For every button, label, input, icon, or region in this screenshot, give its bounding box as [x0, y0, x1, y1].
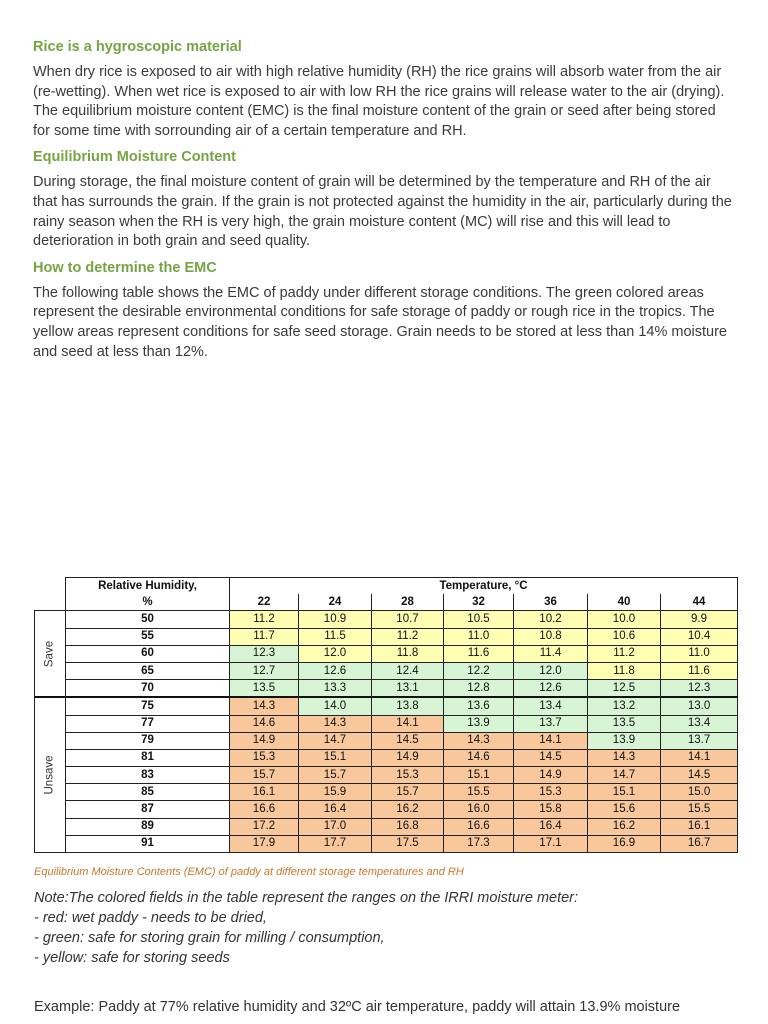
temperature-header: Temperature, °C: [230, 578, 738, 595]
emc-cell: 12.0: [514, 662, 588, 679]
emc-cell: 10.8: [514, 628, 588, 645]
emc-row: [35, 611, 738, 628]
emc-cell: 11.0: [661, 645, 738, 662]
emc-cell: 15.1: [299, 749, 372, 766]
emc-table-body: [35, 611, 738, 853]
emc-cell: 16.4: [299, 801, 372, 818]
emc-cell: 14.6: [230, 715, 299, 732]
emc-cell: 17.7: [299, 835, 372, 852]
emc-cell: 14.5: [514, 749, 588, 766]
emc-cell: 15.0: [661, 784, 738, 801]
emc-row: [35, 749, 738, 766]
rh-value: 91: [66, 835, 230, 852]
emc-cell: 15.7: [299, 767, 372, 784]
emc-cell: 16.8: [372, 818, 444, 835]
article-body: [33, 38, 733, 369]
temp-40: 40: [588, 594, 661, 611]
emc-row: [35, 784, 738, 801]
temp-36: 36: [514, 594, 588, 611]
emc-cell: 14.9: [514, 767, 588, 784]
temp-28: 28: [372, 594, 444, 611]
emc-cell: 13.9: [444, 715, 514, 732]
temp-32: 32: [444, 594, 514, 611]
emc-cell: 10.4: [661, 628, 738, 645]
section-heading-determine-emc: How to determine the EMC: [33, 259, 217, 276]
rh-value: 70: [66, 680, 230, 698]
emc-cell: 13.7: [661, 732, 738, 749]
emc-cell: 13.2: [588, 697, 661, 715]
emc-cell: 13.8: [372, 697, 444, 715]
emc-cell: 15.3: [230, 749, 299, 766]
emc-cell: 14.0: [299, 697, 372, 715]
emc-cell: 10.9: [299, 611, 372, 628]
emc-cell: 16.2: [588, 818, 661, 835]
emc-row: [35, 732, 738, 749]
rh-header: Relative Humidity,: [66, 578, 230, 595]
emc-cell: 14.3: [588, 749, 661, 766]
emc-row: [35, 801, 738, 818]
note-intro: Note:The colored fields in the table represent the ranges on the IRRI moisture meter:: [34, 890, 579, 906]
color-note: [34, 888, 578, 968]
emc-cell: 16.0: [444, 801, 514, 818]
note-item-green: - green: safe for storing grain for milling / consumption,: [34, 930, 385, 946]
zone-unsafe-text: Unsave: [43, 755, 56, 795]
emc-table-container: [34, 577, 737, 853]
emc-cell: 16.7: [661, 835, 738, 852]
emc-cell: 11.2: [230, 611, 299, 628]
corner-blank: [35, 578, 66, 611]
emc-row: [35, 662, 738, 679]
emc-cell: 10.0: [588, 611, 661, 628]
emc-cell: 13.6: [444, 697, 514, 715]
rh-value: 77: [66, 715, 230, 732]
note-item-red: - red: wet paddy - needs to be dried,: [34, 910, 267, 926]
emc-cell: 13.1: [372, 680, 444, 698]
zone-safe-label: [35, 611, 66, 697]
emc-cell: 12.8: [444, 680, 514, 698]
emc-cell: 14.7: [299, 732, 372, 749]
emc-cell: 12.7: [230, 662, 299, 679]
rh-value: 85: [66, 784, 230, 801]
emc-row: [35, 697, 738, 715]
emc-cell: 15.3: [372, 767, 444, 784]
emc-row: [35, 767, 738, 784]
temp-44: 44: [661, 594, 738, 611]
table-caption: Equilibrium Moisture Contents (EMC) of paddy at different storage temperatures and RH: [34, 866, 464, 878]
emc-cell: 17.3: [444, 835, 514, 852]
emc-cell: 17.5: [372, 835, 444, 852]
emc-row: [35, 680, 738, 698]
rh-value: 75: [66, 697, 230, 715]
emc-cell: 16.2: [372, 801, 444, 818]
emc-row: [35, 715, 738, 732]
section-heading-hygroscopic: Rice is a hygroscopic material: [33, 39, 242, 55]
emc-cell: 14.9: [372, 749, 444, 766]
emc-row: [35, 628, 738, 645]
emc-cell: 11.8: [588, 662, 661, 679]
section-text-hygroscopic: When dry rice is exposed to air with high relative humidity (RH) the rice grains will absorb water from the air (re-wetting). When wet rice is exposed to air with low RH the rice grains will release water to the air (drying). The equilibrium moisture content (EMC) is the final moisture content of the grain or seed after being stored for some time with sorrounding air of a certain temperature and RH.: [33, 64, 725, 139]
emc-cell: 12.5: [588, 680, 661, 698]
emc-cell: 17.0: [299, 818, 372, 835]
temp-22: 22: [230, 594, 299, 611]
rh-value: 87: [66, 801, 230, 818]
emc-cell: 15.7: [372, 784, 444, 801]
rh-value: 50: [66, 611, 230, 628]
emc-cell: 10.2: [514, 611, 588, 628]
section-heading-emc: Equilibrium Moisture Content: [33, 149, 236, 166]
rh-value: 79: [66, 732, 230, 749]
emc-cell: 14.6: [444, 749, 514, 766]
emc-cell: 13.5: [230, 680, 299, 698]
emc-cell: 13.7: [514, 715, 588, 732]
emc-cell: 14.3: [230, 697, 299, 715]
emc-cell: 10.7: [372, 611, 444, 628]
section-text-emc: During storage, the final moisture content of grain will be determined by the temperature and RH of the air that has surrounds the grain. If the grain is not protected against the humidity in the air, particularly during the rainy season when the RH is very high, the grain moisture content (MC) will rise and this will lead to deterioration in both grain and seed quality.: [33, 174, 732, 250]
rh-value: 65: [66, 662, 230, 679]
emc-cell: 17.9: [230, 835, 299, 852]
emc-cell: 16.6: [444, 818, 514, 835]
emc-cell: 11.2: [588, 645, 661, 662]
emc-cell: 15.8: [514, 801, 588, 818]
emc-cell: 12.3: [661, 680, 738, 698]
emc-cell: 12.3: [230, 645, 299, 662]
emc-cell: 13.5: [588, 715, 661, 732]
rh-value: 55: [66, 628, 230, 645]
emc-cell: 16.6: [230, 801, 299, 818]
temp-24: 24: [299, 594, 372, 611]
emc-cell: 14.1: [661, 749, 738, 766]
emc-cell: 13.0: [661, 697, 738, 715]
emc-cell: 14.7: [588, 767, 661, 784]
example-text: Example: Paddy at 77% relative humidity and 32ºC air temperature, paddy will attain 13.9% moisture: [34, 999, 681, 1015]
emc-cell: 14.5: [372, 732, 444, 749]
emc-cell: 12.0: [299, 645, 372, 662]
emc-cell: 14.3: [299, 715, 372, 732]
emc-cell: 16.1: [661, 818, 738, 835]
zone-unsafe-label: [35, 697, 66, 852]
emc-cell: 11.6: [661, 662, 738, 679]
emc-cell: 13.9: [588, 732, 661, 749]
emc-row: [35, 818, 738, 835]
emc-cell: 15.3: [514, 784, 588, 801]
emc-cell: 12.2: [444, 662, 514, 679]
emc-cell: 11.5: [299, 628, 372, 645]
rh-value: 89: [66, 818, 230, 835]
rh-value: 83: [66, 767, 230, 784]
emc-cell: 12.4: [372, 662, 444, 679]
emc-cell: 11.6: [444, 645, 514, 662]
emc-cell: 15.7: [230, 767, 299, 784]
note-item-yellow: - yellow: safe for storing seeds: [34, 950, 230, 966]
emc-cell: 11.7: [230, 628, 299, 645]
emc-cell: 16.4: [514, 818, 588, 835]
emc-cell: 14.1: [514, 732, 588, 749]
emc-cell: 9.9: [661, 611, 738, 628]
emc-cell: 13.3: [299, 680, 372, 698]
zone-safe-text: Save: [43, 640, 56, 667]
emc-row: [35, 835, 738, 852]
emc-cell: 12.6: [514, 680, 588, 698]
emc-cell: 15.1: [444, 767, 514, 784]
emc-cell: 11.0: [444, 628, 514, 645]
emc-cell: 16.9: [588, 835, 661, 852]
emc-cell: 11.2: [372, 628, 444, 645]
emc-cell: 10.5: [444, 611, 514, 628]
emc-cell: 11.8: [372, 645, 444, 662]
emc-cell: 12.6: [299, 662, 372, 679]
emc-cell: 15.9: [299, 784, 372, 801]
emc-cell: 15.5: [444, 784, 514, 801]
emc-cell: 15.6: [588, 801, 661, 818]
section-text-determine-emc: The following table shows the EMC of paddy under different storage conditions. The green colored areas represent the desirable environmental conditions for safe storage of paddy or rough rice in the tropics. The yellow areas represent conditions for safe seed storage. Grain needs to be stored at less than 14% moisture and seed at less than 12%.: [33, 284, 727, 360]
emc-table: [34, 577, 738, 853]
rh-value: 60: [66, 645, 230, 662]
emc-cell: 15.1: [588, 784, 661, 801]
emc-cell: 14.1: [372, 715, 444, 732]
emc-row: [35, 645, 738, 662]
emc-cell: 14.9: [230, 732, 299, 749]
emc-cell: 14.3: [444, 732, 514, 749]
emc-cell: 17.2: [230, 818, 299, 835]
emc-cell: 13.4: [661, 715, 738, 732]
emc-cell: 17.1: [514, 835, 588, 852]
emc-cell: 11.4: [514, 645, 588, 662]
rh-value: 81: [66, 749, 230, 766]
emc-cell: 13.4: [514, 697, 588, 715]
emc-cell: 16.1: [230, 784, 299, 801]
emc-cell: 15.5: [661, 801, 738, 818]
rh-unit: %: [66, 594, 230, 611]
emc-cell: 14.5: [661, 767, 738, 784]
emc-cell: 10.6: [588, 628, 661, 645]
